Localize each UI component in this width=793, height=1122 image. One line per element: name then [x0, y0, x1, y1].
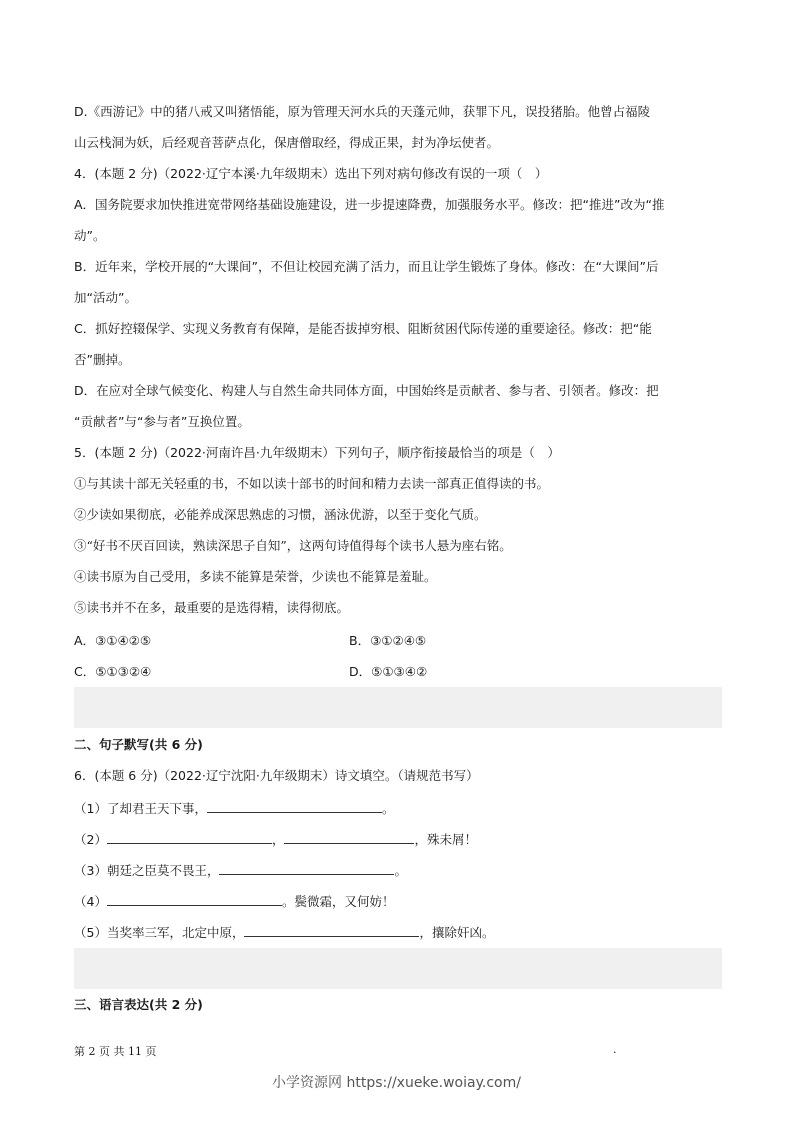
fill-text: ， — [271, 832, 285, 847]
q5-option-b: B．③①②④⑤ — [349, 633, 427, 648]
fill-text: （5）当奖率三军，北定中原， — [74, 925, 245, 940]
question-5: 5．(本题 2 分)（2022·河南许昌·九年级期末）下列句子，顺序衔接最恰当的项是（ ） — [74, 445, 560, 460]
q5-option-a: A．③①④②⑤ — [74, 633, 152, 648]
section-heading: 二、句子默写(共 6 分) — [74, 737, 203, 752]
blank[interactable] — [107, 893, 282, 906]
fill-line-4 — [74, 893, 394, 910]
sentence-2: ②少读如果彻底，必能养成深思熟虑的习惯，涵泳优游，以至于变化气质。 — [74, 507, 487, 522]
sentence-3: ③“好书不厌百回读，熟读深思子自知”，这两句诗值得每个读书人悬为座右铭。 — [74, 538, 512, 553]
option-d: D．在应对全球气候变化、构建人与自然生命共同体方面，中国始终是贡献者、参与者、引领者。修改：把 — [74, 383, 659, 398]
fill-text: 。 — [381, 801, 395, 816]
q5-option-c: C．⑤①③②④ — [74, 664, 152, 679]
sentence-4: ④读书原为自己受用，多读不能算是荣誉，少读也不能算是羞耻。 — [74, 569, 437, 584]
sentence-1: ①与其读十部无关轻重的书，不如以读十部书的时间和精力去读一部真正值得读的书。 — [74, 476, 550, 491]
fill-text: （4） — [74, 894, 107, 909]
fill-line-1 — [74, 800, 394, 817]
fill-line-2 — [74, 831, 477, 848]
question-4: 4．(本题 2 分)（2022·辽宁本溪·九年级期末）选出下列对病句修改有误的一项（ ） — [74, 166, 548, 181]
option-b: B．近年来，学校开展的“大课间”，不但让校园充满了活力，而且让学生锻炼了身体。修改：在“大课间”后 — [74, 259, 659, 274]
answer-box — [74, 948, 722, 989]
footer-mark: . — [613, 1043, 617, 1056]
question-6: 6．(本题 6 分)（2022·辽宁沈阳·九年级期末）诗文填空。（请规范书写） — [74, 768, 479, 783]
option-c-cont: 否”删掉。 — [74, 352, 131, 367]
q5-option-d: D．⑤①③④② — [349, 664, 428, 679]
blank[interactable] — [219, 862, 394, 875]
option-d-cont: “贡献者”与“参与者”互换位置。 — [74, 414, 250, 429]
fill-text: （1）了却君王天下事， — [74, 801, 207, 816]
option-c: C．抓好控辍保学、实现义务教育有保障，是能否拔掉穷根、阻断贫困代际传递的重要途径。修改：把“能 — [74, 321, 652, 336]
option-b-cont: 加“活动”。 — [74, 290, 137, 305]
option-a-cont: 动”。 — [74, 228, 106, 243]
fill-line-5 — [74, 924, 494, 941]
fill-text: （3）朝廷之臣莫不畏王， — [74, 863, 220, 878]
section-heading: 三、语言表达(共 2 分) — [74, 997, 203, 1012]
blank[interactable] — [207, 800, 382, 813]
fill-text: 。鬓微霜，又何妨！ — [281, 894, 395, 909]
fill-text: 。 — [394, 863, 407, 878]
blank[interactable] — [284, 831, 414, 844]
fill-text: ，殊未屑！ — [414, 832, 477, 847]
page-number: 第 2 页 共 11 页 — [74, 1045, 157, 1058]
option-a: A．国务院要求加快推进宽带网络基础设施建设，进一步提速降费，加强服务水平。修改：把“推进”改为“推 — [74, 197, 665, 212]
answer-box — [74, 687, 722, 728]
blank[interactable] — [244, 924, 419, 937]
watermark: 小学资源网 https://xueke.woiay.com/ — [272, 1075, 521, 1091]
fill-line-3 — [74, 862, 407, 879]
sentence-5: ⑤读书并不在多，最重要的是选得精，读得彻底。 — [74, 600, 350, 615]
text-line: D.《西游记》中的猪八戒又叫猪悟能，原为管理天河水兵的天蓬元帅，获罪下凡，误投猪胎。他曾占福陵 — [74, 104, 651, 119]
fill-text: ，攘除奸凶。 — [419, 925, 495, 940]
text-line: 山云栈洞为妖，后经观音菩萨点化，保唐僧取经，得成正果，封为净坛使者。 — [74, 135, 500, 150]
fill-text: （2） — [74, 832, 107, 847]
blank[interactable] — [107, 831, 272, 844]
